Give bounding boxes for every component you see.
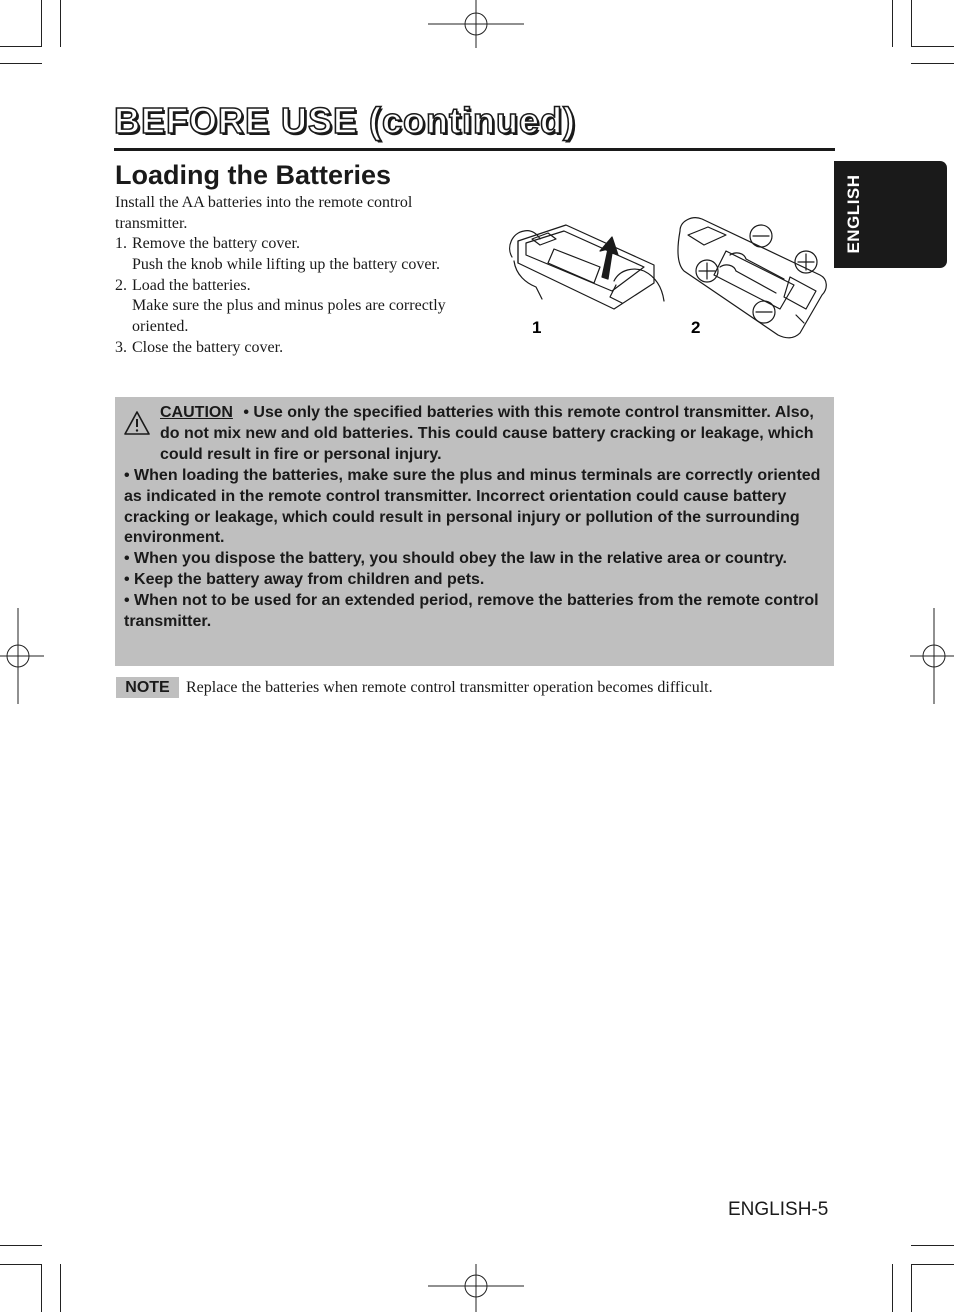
section-title: Loading the Batteries xyxy=(115,160,392,190)
caution-item-text: • Use only the specified batteries with this remote control transmitter. Also, do not mix new and old batteries. This could cause battery cracking or leakage, which could result in fire or personal injury. xyxy=(160,404,814,463)
crop-mark xyxy=(41,0,42,47)
step-title: Remove the battery cover. xyxy=(132,235,300,252)
crop-mark xyxy=(892,0,893,47)
note-label: NOTE xyxy=(116,677,179,698)
step-number: 3. xyxy=(115,338,127,356)
language-tab-label: ENGLISH xyxy=(844,174,863,254)
crop-mark xyxy=(892,1264,893,1312)
step-title: Load the batteries. xyxy=(132,276,251,294)
page-header-title: BEFORE USE (continued) xyxy=(114,100,576,141)
plus-pole-icon xyxy=(795,251,817,273)
registration-mark-bottom xyxy=(428,1264,524,1312)
step-detail: Push the knob while lifting up the battery cover. xyxy=(132,255,440,273)
registration-mark-right xyxy=(910,608,954,704)
figure-label: 1 xyxy=(532,318,542,337)
battery-loading-illustration xyxy=(504,205,834,345)
caution-item: • When not to be used for an extended period, remove the batteries from the remote control transmitter. xyxy=(124,592,819,631)
caution-item xyxy=(124,403,824,466)
registration-mark-left xyxy=(0,608,44,704)
crop-mark xyxy=(911,46,954,47)
crop-mark xyxy=(911,1264,954,1265)
crop-mark xyxy=(911,1264,912,1312)
minus-pole-icon xyxy=(753,301,775,323)
crop-mark xyxy=(0,63,42,64)
crop-mark xyxy=(60,0,61,47)
caution-item: • Keep the battery away from children and pets. xyxy=(124,571,485,589)
step-title: Close the battery cover. xyxy=(132,338,284,356)
step-detail: Make sure the plus and minus poles are correctly oriented. xyxy=(132,297,446,336)
page-number: ENGLISH-5 xyxy=(728,1199,829,1220)
caution-label: CAUTION xyxy=(160,404,233,421)
remote-control-step1-icon xyxy=(510,225,664,309)
steps-list xyxy=(115,234,495,359)
caution-text xyxy=(124,403,824,633)
figure-label: 2 xyxy=(691,318,701,337)
plus-pole-icon xyxy=(696,260,718,282)
crop-mark xyxy=(0,1245,42,1246)
header-divider xyxy=(114,148,835,151)
step-item xyxy=(115,234,495,276)
crop-mark xyxy=(911,63,954,64)
caution-item: • When loading the batteries, make sure the plus and minus terminals are correctly oriented as indicated in the remote control transmitter. Incorrect orientation could cause battery cracking or leakage, which could result in personal injury or pollution of the surrounding environment. xyxy=(124,466,821,547)
crop-mark xyxy=(0,1264,42,1265)
minus-pole-icon xyxy=(750,225,772,247)
crop-mark xyxy=(60,1264,61,1312)
step-number: 2. xyxy=(115,276,127,294)
crop-mark xyxy=(0,46,42,47)
note-text: Replace the batteries when remote control transmitter operation becomes difficult. xyxy=(186,679,713,696)
crop-mark xyxy=(41,1264,42,1312)
section-intro: Install the AA batteries into the remote control transmitter. xyxy=(115,194,413,232)
caution-item: • When you dispose the battery, you should obey the law in the relative area or country. xyxy=(124,550,787,568)
crop-mark xyxy=(911,1245,954,1246)
step-item xyxy=(115,276,495,338)
step-item xyxy=(115,338,495,359)
registration-mark-top xyxy=(428,0,524,48)
step-number: 1. xyxy=(115,235,127,252)
crop-mark xyxy=(911,0,912,47)
